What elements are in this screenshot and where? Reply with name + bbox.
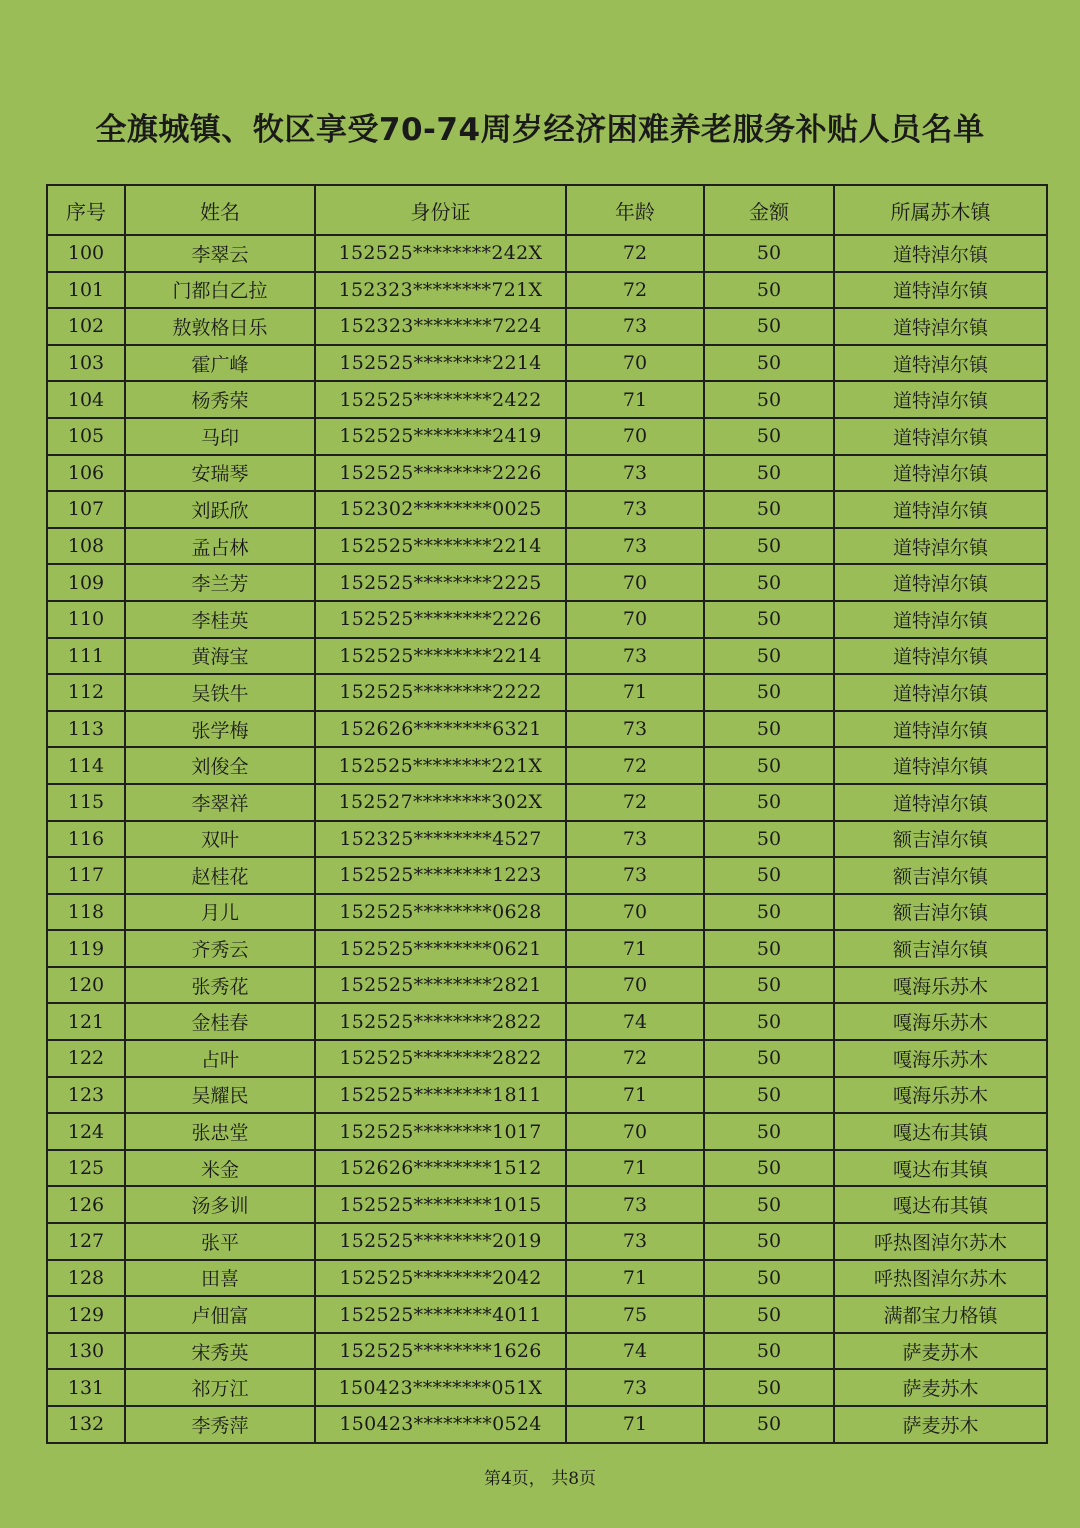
serial-cell: 126 xyxy=(47,1186,125,1223)
name-cell: 吴耀民 xyxy=(125,1077,315,1114)
amount-cell: 50 xyxy=(704,1113,834,1150)
name-cell: 李兰芳 xyxy=(125,564,315,601)
amount-cell: 50 xyxy=(704,1040,834,1077)
township-cell: 道特淖尔镇 xyxy=(834,784,1047,821)
township-cell: 道特淖尔镇 xyxy=(834,601,1047,638)
name-cell: 霍广峰 xyxy=(125,345,315,382)
table-row xyxy=(47,857,1047,894)
serial-cell: 120 xyxy=(47,967,125,1004)
township-cell: 满都宝力格镇 xyxy=(834,1296,1047,1333)
amount-cell: 50 xyxy=(704,711,834,748)
amount-cell: 50 xyxy=(704,1406,834,1443)
amount-cell: 50 xyxy=(704,638,834,675)
subsidy-recipients-table xyxy=(46,184,1048,1444)
id-number-cell: 152525********2214 xyxy=(315,528,566,565)
age-cell: 73 xyxy=(566,638,704,675)
serial-cell: 108 xyxy=(47,528,125,565)
age-cell: 71 xyxy=(566,1077,704,1114)
name-cell: 吴铁牛 xyxy=(125,674,315,711)
age-cell: 70 xyxy=(566,564,704,601)
table-row xyxy=(47,1333,1047,1370)
serial-cell: 116 xyxy=(47,821,125,858)
amount-cell: 50 xyxy=(704,1186,834,1223)
township-cell: 道特淖尔镇 xyxy=(834,235,1047,272)
table-row xyxy=(47,967,1047,1004)
township-cell: 嘎海乐苏木 xyxy=(834,1040,1047,1077)
age-cell: 73 xyxy=(566,1369,704,1406)
table-row xyxy=(47,1406,1047,1443)
id-number-cell: 152525********1017 xyxy=(315,1113,566,1150)
name-cell: 李桂英 xyxy=(125,601,315,638)
table-body xyxy=(47,235,1047,1443)
age-cell: 74 xyxy=(566,1333,704,1370)
name-cell: 张秀花 xyxy=(125,967,315,1004)
name-cell: 敖敦格日乐 xyxy=(125,308,315,345)
table-row xyxy=(47,1113,1047,1150)
serial-cell: 132 xyxy=(47,1406,125,1443)
age-cell: 71 xyxy=(566,674,704,711)
township-cell: 嘎达布其镇 xyxy=(834,1150,1047,1187)
name-cell: 杨秀荣 xyxy=(125,381,315,418)
id-number-cell: 152323********7224 xyxy=(315,308,566,345)
name-cell: 李翠云 xyxy=(125,235,315,272)
township-cell: 道特淖尔镇 xyxy=(834,747,1047,784)
name-cell: 安瑞琴 xyxy=(125,455,315,492)
id-number-cell: 152525********2214 xyxy=(315,345,566,382)
serial-cell: 106 xyxy=(47,455,125,492)
amount-cell: 50 xyxy=(704,1077,834,1114)
page-number-footer: 第4页， 共8页 xyxy=(483,1469,597,1489)
serial-cell: 101 xyxy=(47,272,125,309)
table-row xyxy=(47,711,1047,748)
table-row xyxy=(47,638,1047,675)
id-number-cell: 152323********721X xyxy=(315,272,566,309)
column-header-amount: 金额 xyxy=(704,185,834,235)
table-row xyxy=(47,601,1047,638)
township-cell: 嘎海乐苏木 xyxy=(834,1003,1047,1040)
serial-cell: 104 xyxy=(47,381,125,418)
name-cell: 月儿 xyxy=(125,894,315,931)
age-cell: 70 xyxy=(566,418,704,455)
id-number-cell: 152626********6321 xyxy=(315,711,566,748)
age-cell: 75 xyxy=(566,1296,704,1333)
serial-cell: 123 xyxy=(47,1077,125,1114)
name-cell: 孟占林 xyxy=(125,528,315,565)
table-row xyxy=(47,455,1047,492)
age-cell: 73 xyxy=(566,455,704,492)
amount-cell: 50 xyxy=(704,601,834,638)
age-cell: 70 xyxy=(566,345,704,382)
name-cell: 张忠堂 xyxy=(125,1113,315,1150)
table-row xyxy=(47,345,1047,382)
amount-cell: 50 xyxy=(704,381,834,418)
amount-cell: 50 xyxy=(704,235,834,272)
name-cell: 刘俊全 xyxy=(125,747,315,784)
id-number-cell: 152525********2042 xyxy=(315,1260,566,1297)
amount-cell: 50 xyxy=(704,1333,834,1370)
id-number-cell: 150423********051X xyxy=(315,1369,566,1406)
table-row xyxy=(47,564,1047,601)
column-header-age: 年龄 xyxy=(566,185,704,235)
id-number-cell: 152525********2225 xyxy=(315,564,566,601)
township-cell: 嘎达布其镇 xyxy=(834,1113,1047,1150)
table-row xyxy=(47,784,1047,821)
id-number-cell: 152525********2822 xyxy=(315,1003,566,1040)
township-cell: 道特淖尔镇 xyxy=(834,381,1047,418)
serial-cell: 113 xyxy=(47,711,125,748)
id-number-cell: 152626********1512 xyxy=(315,1150,566,1187)
age-cell: 73 xyxy=(566,711,704,748)
name-cell: 李秀萍 xyxy=(125,1406,315,1443)
serial-cell: 118 xyxy=(47,894,125,931)
age-cell: 73 xyxy=(566,308,704,345)
id-number-cell: 152525********242X xyxy=(315,235,566,272)
township-cell: 呼热图淖尔苏木 xyxy=(834,1223,1047,1260)
id-number-cell: 152525********4011 xyxy=(315,1296,566,1333)
serial-cell: 117 xyxy=(47,857,125,894)
table-header-row xyxy=(47,185,1047,235)
age-cell: 71 xyxy=(566,1150,704,1187)
serial-cell: 130 xyxy=(47,1333,125,1370)
id-number-cell: 152525********2222 xyxy=(315,674,566,711)
name-cell: 金桂春 xyxy=(125,1003,315,1040)
table-row xyxy=(47,235,1047,272)
township-cell: 道特淖尔镇 xyxy=(834,308,1047,345)
age-cell: 71 xyxy=(566,1260,704,1297)
name-cell: 卢佃富 xyxy=(125,1296,315,1333)
id-number-cell: 152325********4527 xyxy=(315,821,566,858)
id-number-cell: 152525********2422 xyxy=(315,381,566,418)
amount-cell: 50 xyxy=(704,747,834,784)
serial-cell: 115 xyxy=(47,784,125,821)
amount-cell: 50 xyxy=(704,784,834,821)
id-number-cell: 152525********0621 xyxy=(315,930,566,967)
name-cell: 张平 xyxy=(125,1223,315,1260)
serial-cell: 112 xyxy=(47,674,125,711)
age-cell: 71 xyxy=(566,381,704,418)
table-row xyxy=(47,418,1047,455)
id-number-cell: 152525********1811 xyxy=(315,1077,566,1114)
table-row xyxy=(47,894,1047,931)
serial-cell: 131 xyxy=(47,1369,125,1406)
amount-cell: 50 xyxy=(704,455,834,492)
amount-cell: 50 xyxy=(704,1369,834,1406)
amount-cell: 50 xyxy=(704,308,834,345)
column-header-serial: 序号 xyxy=(47,185,125,235)
id-number-cell: 152302********0025 xyxy=(315,491,566,528)
name-cell: 张学梅 xyxy=(125,711,315,748)
id-number-cell: 152525********2214 xyxy=(315,638,566,675)
age-cell: 73 xyxy=(566,821,704,858)
id-number-cell: 152525********0628 xyxy=(315,894,566,931)
age-cell: 70 xyxy=(566,1113,704,1150)
table-row xyxy=(47,1223,1047,1260)
amount-cell: 50 xyxy=(704,418,834,455)
township-cell: 萨麦苏木 xyxy=(834,1406,1047,1443)
name-cell: 宋秀英 xyxy=(125,1333,315,1370)
name-cell: 汤多训 xyxy=(125,1186,315,1223)
id-number-cell: 152525********2821 xyxy=(315,967,566,1004)
table-row xyxy=(47,674,1047,711)
township-cell: 道特淖尔镇 xyxy=(834,418,1047,455)
name-cell: 刘跃欣 xyxy=(125,491,315,528)
age-cell: 73 xyxy=(566,1223,704,1260)
table-row xyxy=(47,1003,1047,1040)
table-row xyxy=(47,381,1047,418)
name-cell: 赵桂花 xyxy=(125,857,315,894)
id-number-cell: 150423********0524 xyxy=(315,1406,566,1443)
township-cell: 呼热图淖尔苏木 xyxy=(834,1260,1047,1297)
age-cell: 71 xyxy=(566,930,704,967)
name-cell: 黄海宝 xyxy=(125,638,315,675)
id-number-cell: 152525********2419 xyxy=(315,418,566,455)
amount-cell: 50 xyxy=(704,967,834,1004)
serial-cell: 122 xyxy=(47,1040,125,1077)
age-cell: 72 xyxy=(566,235,704,272)
table-row xyxy=(47,1186,1047,1223)
amount-cell: 50 xyxy=(704,528,834,565)
township-cell: 道特淖尔镇 xyxy=(834,455,1047,492)
township-cell: 嘎达布其镇 xyxy=(834,1186,1047,1223)
id-number-cell: 152525********1015 xyxy=(315,1186,566,1223)
township-cell: 道特淖尔镇 xyxy=(834,528,1047,565)
name-cell: 占叶 xyxy=(125,1040,315,1077)
name-cell: 米金 xyxy=(125,1150,315,1187)
table-row xyxy=(47,747,1047,784)
serial-cell: 107 xyxy=(47,491,125,528)
amount-cell: 50 xyxy=(704,821,834,858)
amount-cell: 50 xyxy=(704,345,834,382)
township-cell: 额吉淖尔镇 xyxy=(834,821,1047,858)
name-cell: 祁万江 xyxy=(125,1369,315,1406)
table-row xyxy=(47,528,1047,565)
serial-cell: 110 xyxy=(47,601,125,638)
amount-cell: 50 xyxy=(704,1296,834,1333)
township-cell: 额吉淖尔镇 xyxy=(834,857,1047,894)
township-cell: 道特淖尔镇 xyxy=(834,345,1047,382)
township-cell: 额吉淖尔镇 xyxy=(834,894,1047,931)
serial-cell: 125 xyxy=(47,1150,125,1187)
table-row xyxy=(47,821,1047,858)
amount-cell: 50 xyxy=(704,857,834,894)
table-row xyxy=(47,1150,1047,1187)
table-row xyxy=(47,491,1047,528)
amount-cell: 50 xyxy=(704,1150,834,1187)
table-row xyxy=(47,1260,1047,1297)
id-number-cell: 152525********221X xyxy=(315,747,566,784)
serial-cell: 114 xyxy=(47,747,125,784)
id-number-cell: 152525********2226 xyxy=(315,455,566,492)
age-cell: 70 xyxy=(566,967,704,1004)
name-cell: 齐秀云 xyxy=(125,930,315,967)
name-cell: 田喜 xyxy=(125,1260,315,1297)
amount-cell: 50 xyxy=(704,1260,834,1297)
age-cell: 72 xyxy=(566,272,704,309)
age-cell: 72 xyxy=(566,784,704,821)
table-row xyxy=(47,1369,1047,1406)
table-row xyxy=(47,1296,1047,1333)
serial-cell: 121 xyxy=(47,1003,125,1040)
age-cell: 73 xyxy=(566,528,704,565)
township-cell: 嘎海乐苏木 xyxy=(834,967,1047,1004)
serial-cell: 109 xyxy=(47,564,125,601)
page-title: 全旗城镇、牧区享受70-74周岁经济困难养老服务补贴人员名单 xyxy=(95,112,985,148)
age-cell: 71 xyxy=(566,1406,704,1443)
serial-cell: 124 xyxy=(47,1113,125,1150)
table-row xyxy=(47,272,1047,309)
township-cell: 道特淖尔镇 xyxy=(834,272,1047,309)
table-row xyxy=(47,930,1047,967)
township-cell: 嘎海乐苏木 xyxy=(834,1077,1047,1114)
age-cell: 73 xyxy=(566,491,704,528)
serial-cell: 105 xyxy=(47,418,125,455)
column-header-id-number: 身份证 xyxy=(315,185,566,235)
serial-cell: 127 xyxy=(47,1223,125,1260)
amount-cell: 50 xyxy=(704,1003,834,1040)
id-number-cell: 152527********302X xyxy=(315,784,566,821)
serial-cell: 111 xyxy=(47,638,125,675)
amount-cell: 50 xyxy=(704,1223,834,1260)
township-cell: 道特淖尔镇 xyxy=(834,711,1047,748)
township-cell: 道特淖尔镇 xyxy=(834,564,1047,601)
serial-cell: 128 xyxy=(47,1260,125,1297)
id-number-cell: 152525********2822 xyxy=(315,1040,566,1077)
township-cell: 道特淖尔镇 xyxy=(834,674,1047,711)
name-cell: 马印 xyxy=(125,418,315,455)
township-cell: 萨麦苏木 xyxy=(834,1333,1047,1370)
age-cell: 72 xyxy=(566,1040,704,1077)
name-cell: 双叶 xyxy=(125,821,315,858)
township-cell: 道特淖尔镇 xyxy=(834,491,1047,528)
serial-cell: 119 xyxy=(47,930,125,967)
age-cell: 70 xyxy=(566,894,704,931)
id-number-cell: 152525********1626 xyxy=(315,1333,566,1370)
age-cell: 74 xyxy=(566,1003,704,1040)
age-cell: 70 xyxy=(566,601,704,638)
serial-cell: 129 xyxy=(47,1296,125,1333)
table-row xyxy=(47,1077,1047,1114)
column-header-township: 所属苏木镇 xyxy=(834,185,1047,235)
township-cell: 萨麦苏木 xyxy=(834,1369,1047,1406)
amount-cell: 50 xyxy=(704,564,834,601)
age-cell: 72 xyxy=(566,747,704,784)
amount-cell: 50 xyxy=(704,930,834,967)
serial-cell: 102 xyxy=(47,308,125,345)
age-cell: 73 xyxy=(566,857,704,894)
age-cell: 73 xyxy=(566,1186,704,1223)
amount-cell: 50 xyxy=(704,674,834,711)
township-cell: 额吉淖尔镇 xyxy=(834,930,1047,967)
name-cell: 李翠祥 xyxy=(125,784,315,821)
id-number-cell: 152525********1223 xyxy=(315,857,566,894)
amount-cell: 50 xyxy=(704,272,834,309)
township-cell: 道特淖尔镇 xyxy=(834,638,1047,675)
serial-cell: 100 xyxy=(47,235,125,272)
amount-cell: 50 xyxy=(704,491,834,528)
table-row xyxy=(47,308,1047,345)
id-number-cell: 152525********2226 xyxy=(315,601,566,638)
column-header-name: 姓名 xyxy=(125,185,315,235)
name-cell: 门都白乙拉 xyxy=(125,272,315,309)
serial-cell: 103 xyxy=(47,345,125,382)
id-number-cell: 152525********2019 xyxy=(315,1223,566,1260)
amount-cell: 50 xyxy=(704,894,834,931)
table-row xyxy=(47,1040,1047,1077)
